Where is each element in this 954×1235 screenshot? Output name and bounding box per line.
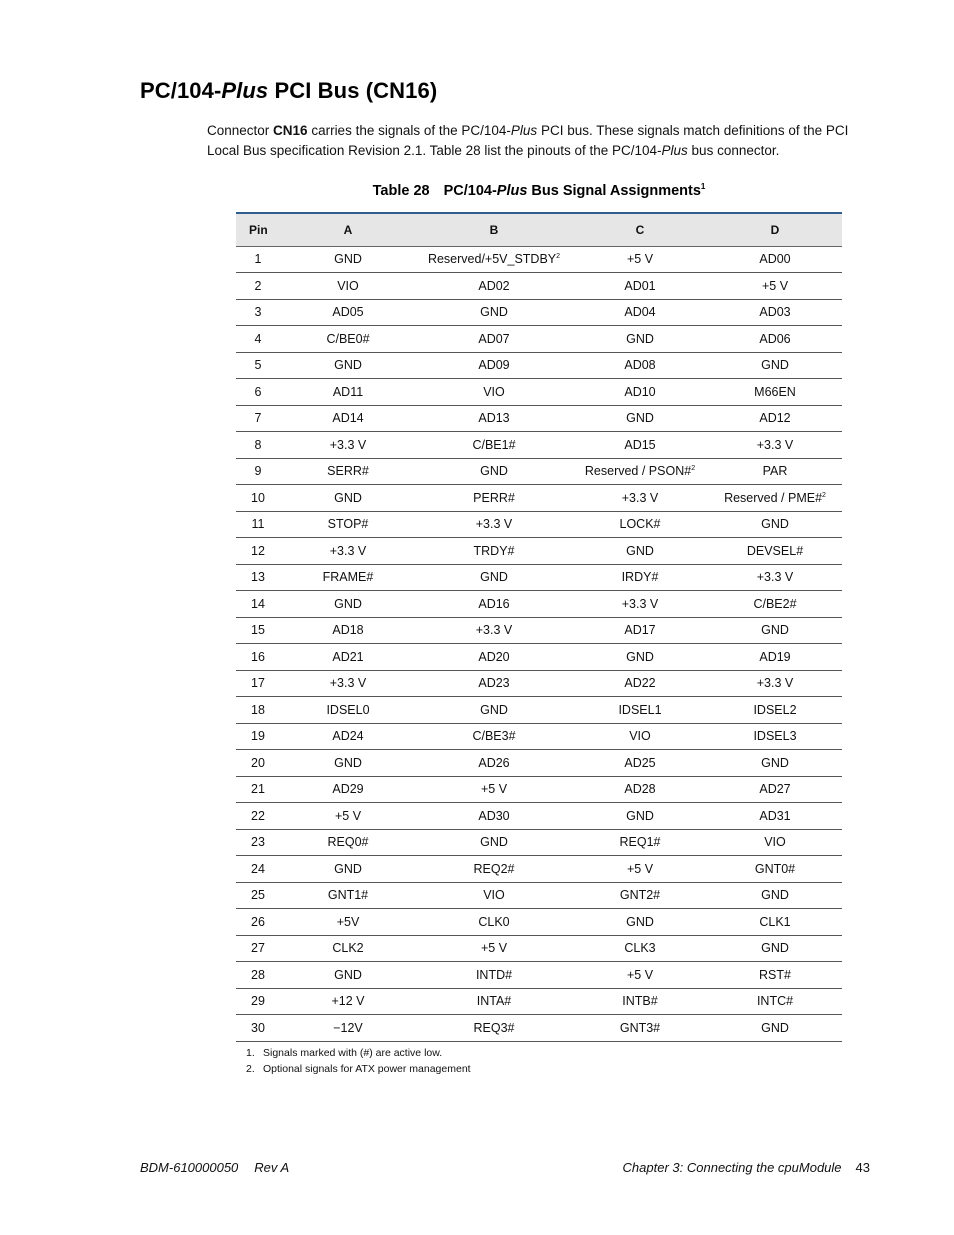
table-row [236, 988, 842, 1015]
cell-a: IDSEL0 [280, 697, 416, 724]
cell-a: GNT1# [280, 882, 416, 909]
cell-c: INTB# [572, 988, 708, 1015]
cell-d: +3.3 V [708, 432, 842, 459]
cell-b: AD16 [416, 591, 572, 618]
table-row [236, 405, 842, 432]
table-row [236, 856, 842, 883]
cell-d: AD31 [708, 803, 842, 830]
cell-b: GND [416, 697, 572, 724]
cell-b: TRDY# [416, 538, 572, 565]
cell-b: GND [416, 458, 572, 485]
cell-a: SERR# [280, 458, 416, 485]
cell-b: C/BE3# [416, 723, 572, 750]
cell-c: GNT3# [572, 1015, 708, 1042]
cell-a: GND [280, 750, 416, 777]
cell-c: AD28 [572, 776, 708, 803]
table-row [236, 909, 842, 936]
cell-a: AD05 [280, 299, 416, 326]
cell-d: VIO [708, 829, 842, 856]
cell-c: GND [572, 326, 708, 353]
cell-d: M66EN [708, 379, 842, 406]
cell-pin: 23 [236, 829, 280, 856]
table-row [236, 803, 842, 830]
table-row [236, 617, 842, 644]
cell-pin: 27 [236, 935, 280, 962]
cell-c: VIO [572, 723, 708, 750]
table-row [236, 829, 842, 856]
cell-a: −12V [280, 1015, 416, 1042]
table-row [236, 750, 842, 777]
table-row [236, 299, 842, 326]
cell-a: GND [280, 352, 416, 379]
table-row [236, 273, 842, 300]
cell-pin: 18 [236, 697, 280, 724]
table-row [236, 935, 842, 962]
footnote-ref: 2 [556, 253, 561, 261]
revision: Rev A [254, 1160, 290, 1175]
table-caption: Table 28 PC/104-Plus Bus Signal Assignments$^1$ [372, 182, 706, 199]
cell-d: AD27 [708, 776, 842, 803]
cell-b: +3.3 V [416, 511, 572, 538]
cell-pin: 8 [236, 432, 280, 459]
cell-b: Reserved/+5V_STDBY$^2$ [416, 246, 572, 273]
cell-a: AD18 [280, 617, 416, 644]
cell-d: GND [708, 935, 842, 962]
cell-a: +3.3 V [280, 670, 416, 697]
cell-b: INTD# [416, 962, 572, 989]
cell-d: GND [708, 1015, 842, 1042]
cell-d: AD03 [708, 299, 842, 326]
cell-a: GND [280, 591, 416, 618]
cell-a: AD14 [280, 405, 416, 432]
cell-d: RST# [708, 962, 842, 989]
cell-b: +5 V [416, 935, 572, 962]
cell-d: +5 V [708, 273, 842, 300]
cell-c: +5 V [572, 246, 708, 273]
cell-a: STOP# [280, 511, 416, 538]
cell-b: AD07 [416, 326, 572, 353]
table-row [236, 1015, 842, 1042]
cell-c: GND [572, 803, 708, 830]
cell-b: +5 V [416, 776, 572, 803]
cell-pin: 19 [236, 723, 280, 750]
cell-d: IDSEL2 [708, 697, 842, 724]
cell-b: GND [416, 564, 572, 591]
cell-b: AD30 [416, 803, 572, 830]
cell-d: AD12 [708, 405, 842, 432]
cell-pin: 11 [236, 511, 280, 538]
cell-c: AD17 [572, 617, 708, 644]
table-row [236, 962, 842, 989]
cell-a: AD24 [280, 723, 416, 750]
cell-d: AD00 [708, 246, 842, 273]
table-row [236, 326, 842, 353]
cell-d: DEVSEL# [708, 538, 842, 565]
table-row [236, 564, 842, 591]
cell-a: +3.3 V [280, 538, 416, 565]
table-row [236, 882, 842, 909]
cell-c: GND [572, 405, 708, 432]
table-row [236, 644, 842, 671]
table-row [236, 379, 842, 406]
column-header-b: B [416, 213, 572, 246]
cell-c: AD04 [572, 299, 708, 326]
cell-a: GND [280, 962, 416, 989]
cell-a: VIO [280, 273, 416, 300]
cell-d: +3.3 V [708, 670, 842, 697]
table-row [236, 591, 842, 618]
table-row [236, 458, 842, 485]
cell-pin: 28 [236, 962, 280, 989]
footnotes [246, 1046, 471, 1077]
cell-a: AD29 [280, 776, 416, 803]
cell-d: GND [708, 617, 842, 644]
cell-b: AD26 [416, 750, 572, 777]
cell-pin: 3 [236, 299, 280, 326]
cell-pin: 14 [236, 591, 280, 618]
cell-a: GND [280, 856, 416, 883]
table-row [236, 697, 842, 724]
cell-pin: 10 [236, 485, 280, 512]
cell-c: REQ1# [572, 829, 708, 856]
cell-a: AD21 [280, 644, 416, 671]
cell-pin: 15 [236, 617, 280, 644]
cell-c: AD10 [572, 379, 708, 406]
cell-b: +3.3 V [416, 617, 572, 644]
column-header-d: D [708, 213, 842, 246]
cell-a: +5V [280, 909, 416, 936]
table-header-row [236, 213, 842, 246]
cell-a: +3.3 V [280, 432, 416, 459]
cell-pin: 1 [236, 246, 280, 273]
table-row [236, 246, 842, 273]
cell-d: C/BE2# [708, 591, 842, 618]
footer-chapter-info [623, 1160, 870, 1175]
table-row [236, 670, 842, 697]
cell-a: GND [280, 246, 416, 273]
cell-d: GND [708, 352, 842, 379]
cell-a: REQ0# [280, 829, 416, 856]
cell-a: +12 V [280, 988, 416, 1015]
cell-pin: 5 [236, 352, 280, 379]
cell-d: GND [708, 511, 842, 538]
cell-c: +5 V [572, 856, 708, 883]
cell-b: C/BE1# [416, 432, 572, 459]
cell-pin: 26 [236, 909, 280, 936]
cell-a: C/BE0# [280, 326, 416, 353]
table-row [236, 538, 842, 565]
table-row [236, 723, 842, 750]
cell-c: +5 V [572, 962, 708, 989]
cell-d: PAR [708, 458, 842, 485]
cell-pin: 13 [236, 564, 280, 591]
cell-pin: 12 [236, 538, 280, 565]
cell-pin: 24 [236, 856, 280, 883]
pinout-table [236, 212, 842, 1042]
cell-b: REQ2# [416, 856, 572, 883]
cell-b: VIO [416, 882, 572, 909]
cell-a: AD11 [280, 379, 416, 406]
cell-c: GND [572, 644, 708, 671]
footer-doc-info [140, 1160, 289, 1175]
cell-pin: 29 [236, 988, 280, 1015]
footnote-ref: 2 [691, 465, 696, 473]
cell-b: AD20 [416, 644, 572, 671]
table-row [236, 352, 842, 379]
cell-c: +3.3 V [572, 591, 708, 618]
cell-b: PERR# [416, 485, 572, 512]
cell-c: AD08 [572, 352, 708, 379]
cell-pin: 30 [236, 1015, 280, 1042]
doc-id: BDM-610000050 [140, 1160, 239, 1175]
cell-pin: 25 [236, 882, 280, 909]
page-number: 43 [855, 1160, 870, 1175]
cell-pin: 20 [236, 750, 280, 777]
chapter-title: Chapter 3: Connecting the cpuModule [622, 1160, 842, 1175]
cell-pin: 9 [236, 458, 280, 485]
cell-c: AD01 [572, 273, 708, 300]
cell-c: Reserved / PSON#$^2$ [572, 458, 708, 485]
table-row [236, 511, 842, 538]
column-header-c: C [572, 213, 708, 246]
cell-a: FRAME# [280, 564, 416, 591]
table-body [236, 246, 842, 1041]
cell-b: AD09 [416, 352, 572, 379]
cell-c: CLK3 [572, 935, 708, 962]
cell-d: CLK1 [708, 909, 842, 936]
cell-pin: 4 [236, 326, 280, 353]
cell-b: AD13 [416, 405, 572, 432]
cell-b: CLK0 [416, 909, 572, 936]
cell-pin: 6 [236, 379, 280, 406]
cell-c: AD22 [572, 670, 708, 697]
cell-d: IDSEL3 [708, 723, 842, 750]
cell-b: GND [416, 299, 572, 326]
cell-d: Reserved / PME#$^2$ [708, 485, 842, 512]
table-row [236, 485, 842, 512]
cell-d: +3.3 V [708, 564, 842, 591]
cell-d: INTC# [708, 988, 842, 1015]
cell-b: GND [416, 829, 572, 856]
table-row [236, 432, 842, 459]
column-header-pin: Pin [236, 213, 280, 246]
cell-pin: 16 [236, 644, 280, 671]
cell-pin: 22 [236, 803, 280, 830]
cell-pin: 7 [236, 405, 280, 432]
cell-b: AD23 [416, 670, 572, 697]
footnote-ref: 2 [822, 491, 826, 499]
cell-a: CLK2 [280, 935, 416, 962]
cell-c: AD15 [572, 432, 708, 459]
footnote-1: 1. Signals marked with (#) are active low. [246, 1047, 443, 1059]
cell-d: GND [708, 882, 842, 909]
cell-d: AD19 [708, 644, 842, 671]
cell-a: +5 V [280, 803, 416, 830]
table-row [236, 776, 842, 803]
column-header-a: A [280, 213, 416, 246]
cell-d: GND [708, 750, 842, 777]
cell-c: AD25 [572, 750, 708, 777]
section-heading: PC/104-Plus PCI Bus (CN16) [140, 78, 438, 103]
cell-c: IDSEL1 [572, 697, 708, 724]
cell-b: AD02 [416, 273, 572, 300]
cell-c: GND [572, 909, 708, 936]
cell-b: INTA# [416, 988, 572, 1015]
cell-b: REQ3# [416, 1015, 572, 1042]
cell-b: VIO [416, 379, 572, 406]
cell-c: GND [572, 538, 708, 565]
cell-pin: 17 [236, 670, 280, 697]
cell-pin: 21 [236, 776, 280, 803]
cell-pin: 2 [236, 273, 280, 300]
cell-c: +3.3 V [572, 485, 708, 512]
cell-c: IRDY# [572, 564, 708, 591]
cell-c: GNT2# [572, 882, 708, 909]
intro-paragraph: Connector CN16 carries the signals of the PC/104-Plus PCI bus. These signals match definitions of the PCI Local Bus specification Revision 2.1. Table 28 list the pinouts of the PC/104-Plus bus connector. [207, 123, 849, 158]
cell-d: AD06 [708, 326, 842, 353]
footnote-2: 2. Optional signals for ATX power management [246, 1062, 471, 1075]
cell-a: GND [280, 485, 416, 512]
cell-d: GNT0# [708, 856, 842, 883]
cell-c: LOCK# [572, 511, 708, 538]
